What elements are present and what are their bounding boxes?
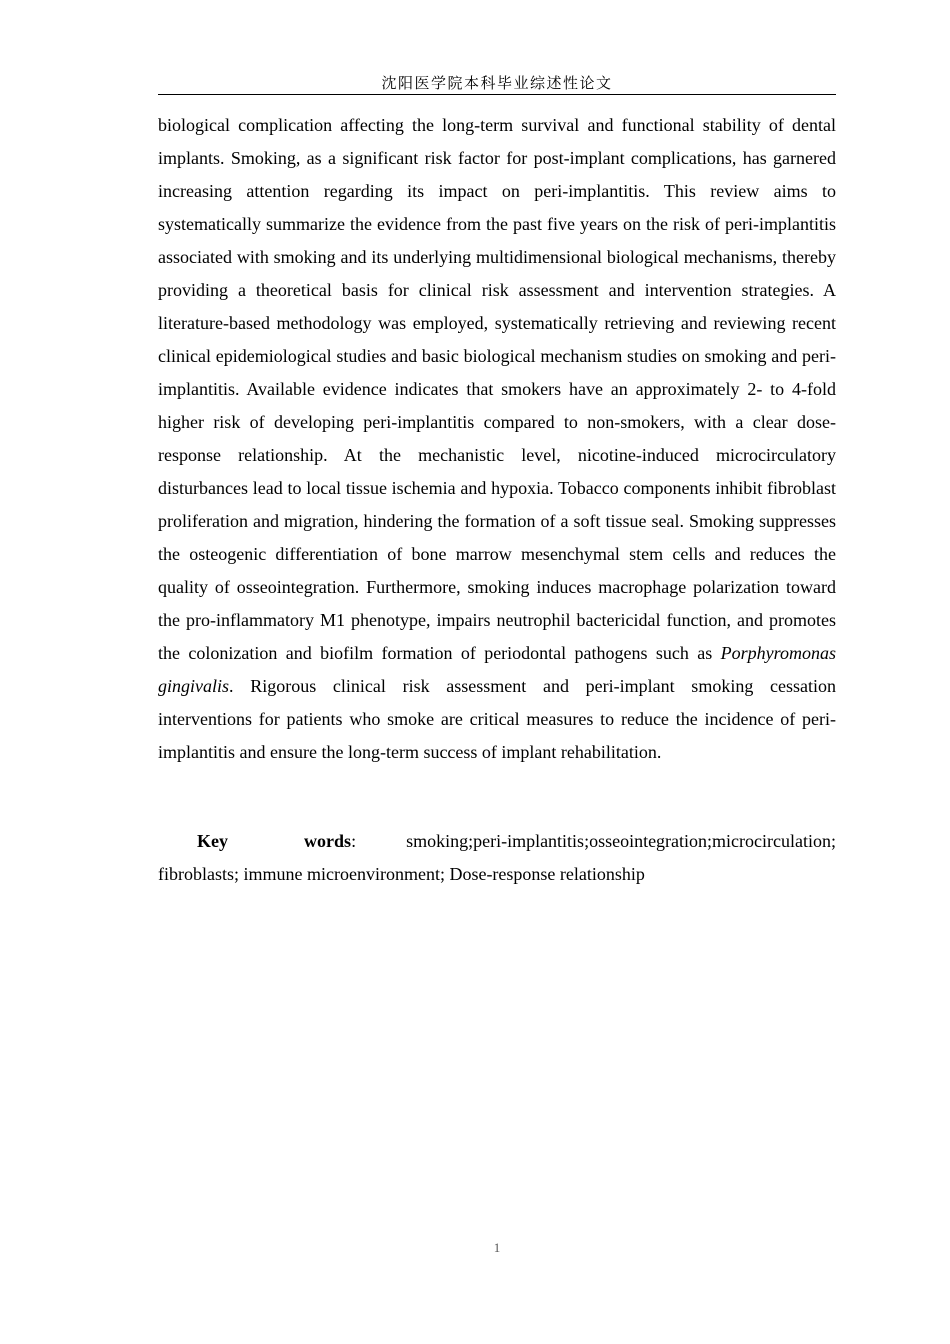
species-name: Porphyromonas gingivalis: [158, 643, 836, 696]
page-number: 1: [493, 1240, 501, 1255]
abstract-paragraph: [158, 109, 836, 769]
keywords-separator: :: [351, 831, 357, 851]
keywords-label: Key words: [197, 831, 352, 851]
keywords-paragraph: [158, 825, 836, 891]
keywords-value: smoking;peri-implantitis;osseointegration;microcirculation; fibroblasts; immune microenvironment; Dose-response relationship: [158, 831, 836, 884]
header-title: 沈阳医学院本科毕业综述性论文: [381, 74, 613, 92]
abstract-text-part1: biological complication affecting the long-term survival and functional stability of dental implants. Smoking, as a significant risk factor for post-implant complications, has garnered increasing attention regarding its impact on peri-implantitis. This review aims to systematically summarize the evidence from the past five years on the risk of peri-implantitis associated with smoking and its underlying multidimensional biological mechanisms, thereby providing a theoretical basis for clinical risk assessment and intervention strategies. A literature-based methodology was employed, systematically retrieving and reviewing recent clinical epidemiological studies and basic biological mechanism studies on smoking and peri-implantitis. Available evidence indicates that smokers have an approximately 2- to 4-fold higher risk of developing peri-implantitis compared to non-smokers, with a clear dose-response relationship. At the mechanistic level, nicotine-induced microcirculatory disturbances lead to local tissue ischemia and hypoxia. Tobacco components inhibit fibroblast proliferation and migration, hindering the formation of a soft tissue seal. Smoking suppresses the osteogenic differentiation of bone marrow mesenchymal stem cells and reduces the quality of osseointegration. Furthermore, smoking induces macrophage polarization toward the pro-inflammatory M1 phenotype, impairs neutrophil bactericidal function, and promotes the colonization and biofilm formation of periodontal pathogens such as: [158, 115, 836, 663]
abstract-text-part2: . Rigorous clinical risk assessment and peri-implant smoking cessation interventions for patients who smoke are critical measures to reduce the incidence of peri-implantitis and ensure the long-term success of implant rehabilitation.: [158, 676, 836, 762]
page-header: [158, 72, 836, 95]
